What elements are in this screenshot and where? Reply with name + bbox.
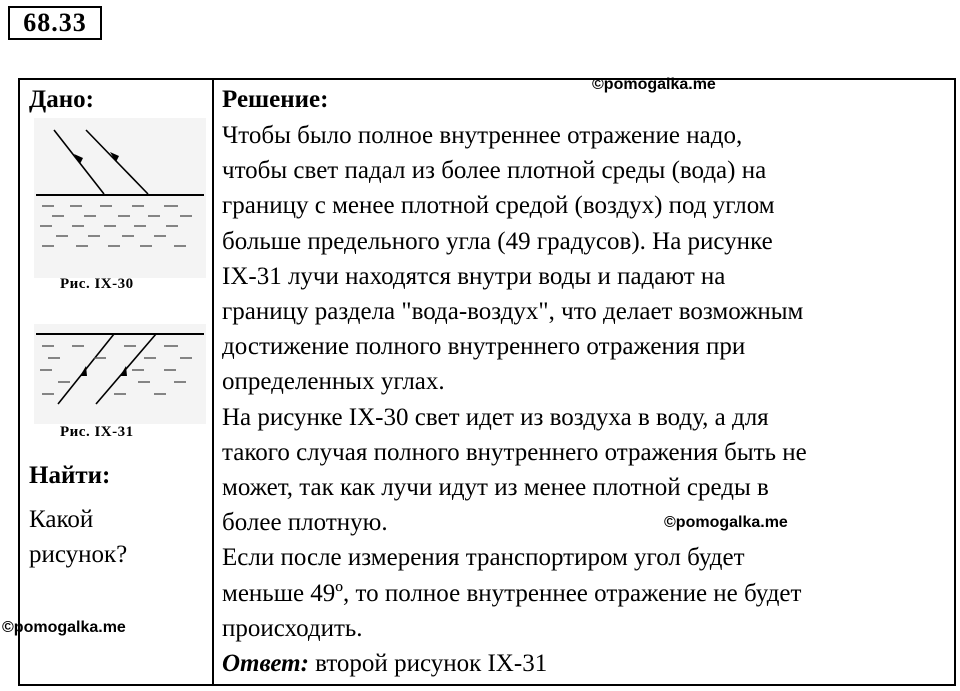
find-heading: Найти:	[29, 462, 111, 489]
solution-line: Если после измерения транспортиром угол будет	[222, 544, 745, 572]
solution-line: определенных углах.	[222, 368, 445, 396]
watermark-middle: ©pomogalka.me	[664, 514, 788, 531]
solution-line: меньше 49º, то полное внутреннее отражение не будет	[222, 579, 802, 607]
figure-ix-30	[34, 118, 206, 278]
solution-line: границу с менее плотной средой (воздух) под углом	[222, 192, 775, 220]
watermark-bottom-left: ©pomogalka.me	[2, 619, 126, 636]
find-text	[29, 502, 127, 572]
column-divider	[212, 80, 214, 684]
solution-line: больше предельного угла (49 градусов). На рисунке	[222, 227, 773, 255]
solution-heading: Решение:	[222, 86, 329, 113]
given-heading: Дано:	[29, 86, 94, 113]
solution-line: достижение полного внутреннего отражения при	[222, 333, 746, 361]
solution-line: может, так как лучи идут из менее плотной среды в	[222, 474, 769, 502]
find-line-2: рисунок?	[29, 541, 128, 568]
solution-text	[222, 118, 952, 681]
watermark-top: ©pomogalka.me	[592, 76, 716, 93]
answer-text: второй рисунок IX-31	[308, 650, 548, 678]
figure-ix-31	[34, 324, 206, 424]
solution-line: более плотную.	[222, 509, 388, 537]
solution-line: такого случая полного внутреннего отражения быть не	[222, 438, 807, 466]
solution-line: Чтобы было полное внутреннее отражение надо,	[222, 122, 743, 149]
answer-label: Ответ:	[222, 650, 309, 678]
answer-line	[222, 646, 952, 681]
solution-line: На рисунке IX-30 свет идет из воздуха в воду, а для	[222, 403, 769, 431]
figure-ix-30-caption: Рис. IX-30	[60, 276, 134, 292]
solution-line: IX-31 лучи находятся внутри воды и падают на	[222, 262, 726, 290]
solution-line: происходить.	[222, 614, 363, 642]
find-line-1: Какой	[29, 506, 94, 533]
figure-ix-31-caption: Рис. IX-31	[60, 424, 134, 440]
task-number: 68.33	[8, 6, 102, 40]
solution-line: чтобы свет падал из более плотной среды (вода) на	[222, 157, 767, 185]
solution-line: границу раздела "вода-воздух", что делает возможным	[222, 298, 804, 326]
